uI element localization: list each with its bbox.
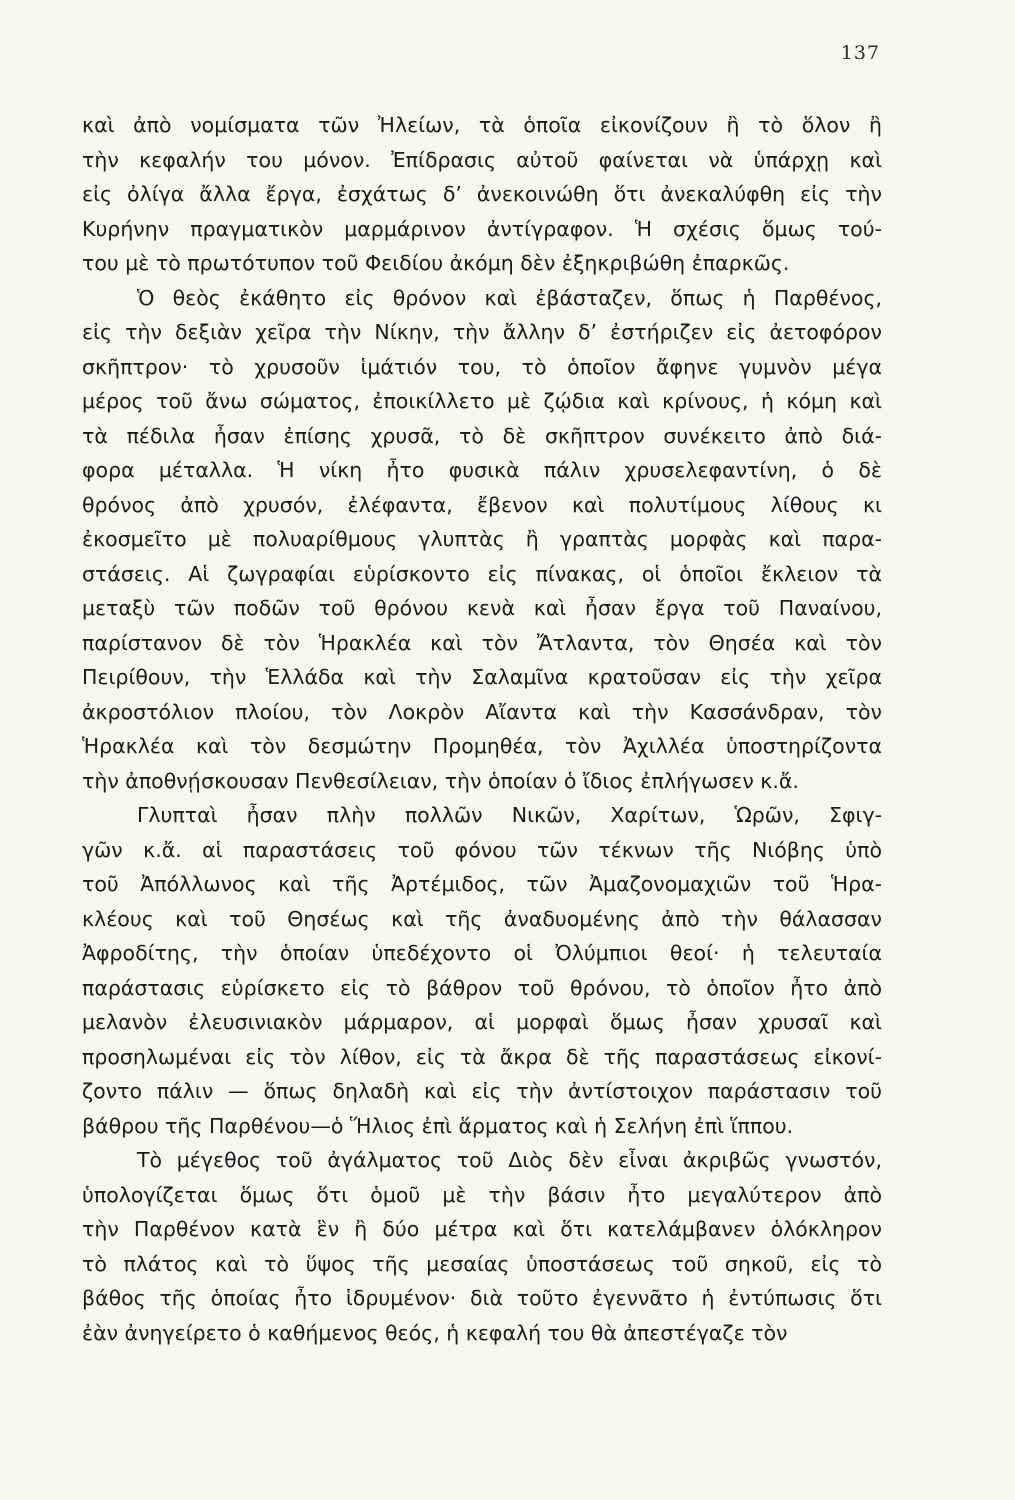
text-line: προσηλωμέναι εἰς τὸν λίθον, εἰς τὰ ἄκρα δὲ τῆς παραστάσεως εἰκονί-	[82, 1044, 882, 1069]
text-line: τοῦ Ἀπόλλωνος καὶ τῆς Ἀρτέμιδος, τῶν Ἀμαζονομαχιῶν τοῦ Ἡρα-	[82, 872, 882, 896]
body-text	[82, 108, 882, 1350]
text-line: εἰς ὀλίγα ἄλλα ἔργα, ἐσχάτως δ’ ἀνεκοινώθη ὅτι ἀνεκαλύφθη εἰς τὴν	[82, 182, 882, 206]
text-line: Πειρίθουν, τὴν Ἑλλάδα καὶ τὴν Σαλαμῖνα κρατοῦσαν εἰς τὴν χεῖρα	[82, 665, 882, 689]
paragraph-p2	[82, 281, 882, 799]
text-line: τὴν ἀποθνῄσκουσαν Πενθεσίλειαν, τὴν ὁποίαν ὁ ἴδιος ἐπλήγωσεν κ.ἄ.	[82, 768, 799, 793]
paragraph-p4	[82, 1143, 882, 1350]
text-line: μεταξὺ τῶν ποδῶν τοῦ θρόνου κενὰ καὶ ἦσαν ἔργα τοῦ Παναίνου,	[82, 596, 882, 620]
text-line: Κυρήνην πραγματικὸν μαρμάρινον ἀντίγραφον. Ἡ σχέσις ὅμως τού-	[82, 216, 882, 241]
text-line: Ὁ θεὸς ἐκάθητο εἰς θρόνον καὶ ἐβάσταζεν, ὅπως ἡ Παρθένος,	[137, 285, 882, 310]
text-line: σκῆπτρον· τὸ χρυσοῦν ἱμάτιόν του, τὸ ὁποῖον ἄφηνε γυμνὸν μέγα	[82, 354, 882, 379]
text-line: εἰς τὴν δεξιὰν χεῖρα τὴν Νίκην, τὴν ἄλλην δ’ ἐστήριζεν εἰς ἀετοφόρον	[82, 320, 882, 344]
text-line: γῶν κ.ἄ. αἱ παραστάσεις τοῦ φόνου τῶν τέκνων τῆς Νιόβης ὑπὸ	[82, 837, 882, 862]
text-line: μέρος τοῦ ἄνω σώματος, ἐποικίλλετο μὲ ζῴδια καὶ κρίνους, ἡ κόμη καὶ	[82, 389, 882, 413]
text-line: τὰ πέδιλα ἦσαν ἐπίσης χρυσᾶ, τὸ δὲ σκῆπτρον συνέκειτο ἀπὸ διά-	[82, 423, 882, 448]
text-line: του μὲ τὸ πρωτότυπον τοῦ Φειδίου ἀκόμη δὲν ἐξηκριβώθη ἐπαρκῶς.	[82, 251, 790, 275]
text-line: κλέους καὶ τοῦ Θησέως καὶ τῆς ἀναδυομένης ἀπὸ τὴν θάλασσαν	[82, 906, 882, 931]
text-line: μελανὸν ἐλευσινιακὸν μάρμαρον, αἱ μορφαὶ ὅμως ἦσαν χρυσαῖ καὶ	[82, 1010, 882, 1034]
text-line: ἐκοσμεῖτο μὲ πολυαρίθμους γλυπτὰς ἢ γραπτὰς μορφὰς καὶ παρα-	[82, 527, 882, 551]
text-line: φορα μέταλλα. Ἡ νίκη ἦτο φυσικὰ πάλιν χρυσελεφαντίνη, ὁ δὲ	[82, 458, 882, 482]
text-line: τὴν Παρθένον κατὰ ἓν ἢ δύο μέτρα καὶ ὅτι κατελάμβανεν ὁλόκληρον	[82, 1217, 882, 1241]
text-line: ἀκροστόλιον πλοίου, τὸν Λοκρὸν Αἴαντα καὶ τὴν Κασσάνδραν, τὸν	[82, 699, 882, 724]
text-line: στάσεις. Αἱ ζωγραφίαι εὑρίσκοντο εἰς πίνακας, οἱ ὁποῖοι ἔκλειον τὰ	[82, 561, 882, 586]
text-line: ὑπολογίζεται ὅμως ὅτι ὁμοῦ μὲ τὴν βάσιν ἦτο μεγαλύτερον ἀπὸ	[82, 1182, 882, 1207]
paragraph-p1	[82, 108, 882, 281]
text-line: ζοντο πάλιν — ὅπως δηλαδὴ καὶ εἰς τὴν ἀντίστοιχον παράστασιν τοῦ	[82, 1079, 882, 1103]
text-line: Ἡρακλέα καὶ τὸν δεσμώτην Προμηθέα, τὸν Ἀχιλλέα ὑποστηρίζοντα	[82, 734, 882, 758]
text-line: ἐὰν ἀνηγείρετο ὁ καθήμενος θεός, ἡ κεφαλή του θὰ ἀπεστέγαζε τὸν	[82, 1320, 788, 1345]
text-line: παρίστανον δὲ τὸν Ἡρακλέα καὶ τὸν Ἄτλαντα, τὸν Θησέα καὶ τὸν	[82, 630, 882, 655]
text-line: βάθος τῆς ὁποίας ἦτο ἱδρυμένον· διὰ τοῦτο ἐγεννᾶτο ἡ ἐντύπωσις ὅτι	[82, 1286, 882, 1310]
text-line: τὸ πλάτος καὶ τὸ ὕψος τῆς μεσαίας ὑποστάσεως τοῦ σηκοῦ, εἰς τὸ	[82, 1251, 882, 1276]
text-line: καὶ ἀπὸ νομίσματα τῶν Ἠλείων, τὰ ὁποῖα εἰκονίζουν ἢ τὸ ὅλον ἢ	[82, 113, 882, 137]
text-line: τὴν κεφαλήν του μόνον. Ἐπίδρασις αὐτοῦ φαίνεται νὰ ὑπάρχῃ καὶ	[82, 147, 882, 172]
text-line: Ἀφροδίτης, τὴν ὁποίαν ὑπεδέχοντο οἱ Ὀλύμπιοι θεοί· ἡ τελευταία	[82, 941, 882, 965]
text-line: θρόνος ἀπὸ χρυσόν, ἐλέφαντα, ἔβενον καὶ πολυτίμους λίθους κι	[82, 492, 882, 517]
text-line: βάθρου τῆς Παρθένου—ὁ Ἥλιος ἐπὶ ἅρματος καὶ ἡ Σελήνη ἐπὶ ἵππου.	[82, 1113, 794, 1138]
paragraph-p3	[82, 798, 882, 1143]
text-line: Γλυπταὶ ἦσαν πλὴν πολλῶν Νικῶν, Χαρίτων, Ὡρῶν, Σφιγ-	[137, 803, 882, 827]
page-number: 137	[840, 42, 880, 64]
text-line: παράστασις εὑρίσκετο εἰς τὸ βάθρον τοῦ θρόνου, τὸ ὁποῖον ἦτο ἀπὸ	[82, 975, 882, 1000]
text-line: Τὸ μέγεθος τοῦ ἀγάλματος τοῦ Διὸς δὲν εἶναι ἀκριβῶς γνωστόν,	[137, 1148, 882, 1172]
